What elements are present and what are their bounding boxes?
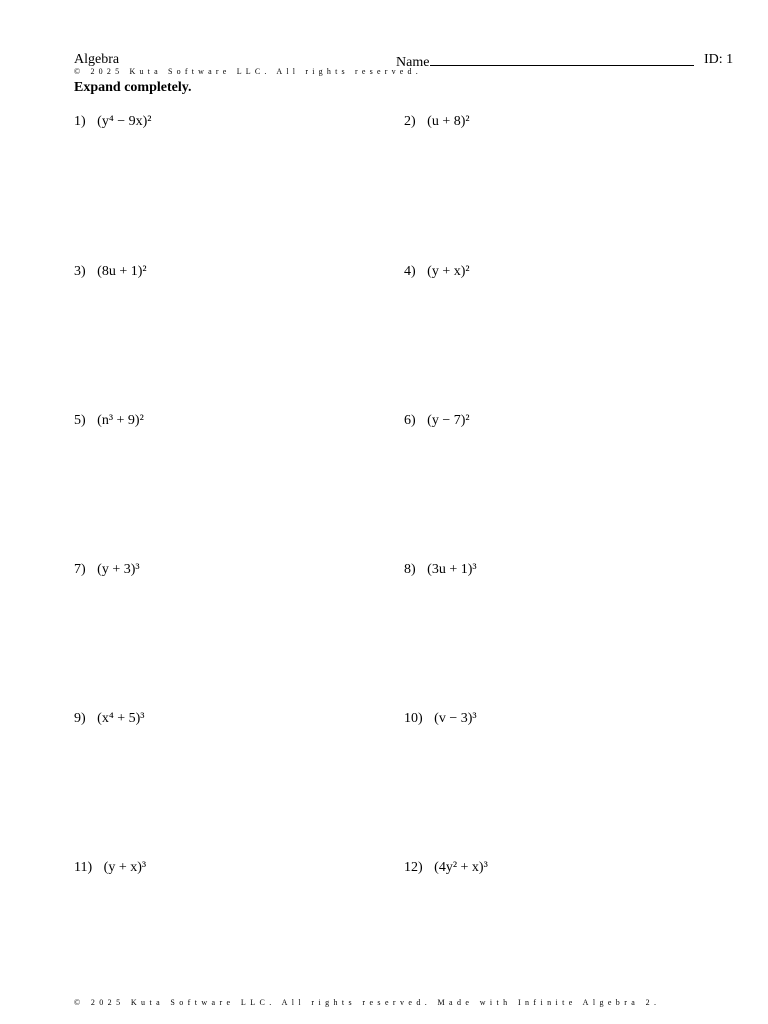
name-label: Name	[396, 55, 430, 70]
problem-number: 10)	[404, 711, 423, 726]
problem-10	[404, 710, 477, 728]
name-field[interactable]	[396, 52, 694, 71]
problem-expression: (8u + 1)²	[97, 264, 147, 279]
problem-number: 2)	[404, 114, 416, 129]
copyright-footer: © 2025 Kuta Software LLC. All rights reserved. Made with Infinite Algebra 2.	[74, 998, 661, 1007]
problem-12	[404, 859, 488, 877]
name-blank-line[interactable]	[430, 52, 694, 66]
problem-8	[404, 561, 477, 579]
problem-9	[74, 710, 144, 728]
instructions: Expand completely.	[74, 80, 192, 95]
problem-number: 7)	[74, 562, 86, 577]
problem-number: 8)	[404, 562, 416, 577]
problem-expression: (3u + 1)³	[427, 562, 477, 577]
problem-number: 12)	[404, 860, 423, 875]
problem-expression: (y⁴ − 9x)²	[97, 114, 152, 129]
problem-number: 4)	[404, 264, 416, 279]
problem-expression: (y + 3)³	[97, 562, 140, 577]
problem-1	[74, 113, 151, 131]
worksheet-id: ID: 1	[704, 52, 734, 67]
problem-number: 5)	[74, 413, 86, 428]
problem-4	[404, 263, 470, 281]
problem-6	[404, 412, 470, 430]
problem-number: 9)	[74, 711, 86, 726]
problem-7	[74, 561, 140, 579]
problem-11	[74, 859, 146, 877]
problem-expression: (n³ + 9)²	[97, 413, 144, 428]
worksheet-subject: Algebra	[74, 52, 120, 67]
problem-expression: (u + 8)²	[427, 114, 470, 129]
problem-expression: (x⁴ + 5)³	[97, 711, 145, 726]
problem-number: 11)	[74, 860, 93, 875]
problem-3	[74, 263, 147, 281]
problem-2	[404, 113, 470, 131]
problem-expression: (y + x)³	[103, 860, 147, 875]
problem-number: 1)	[74, 114, 86, 129]
copyright-header: © 2025 Kuta Software LLC. All rights reserved.	[74, 67, 422, 76]
problem-expression: (y − 7)²	[427, 413, 470, 428]
problem-expression: (v − 3)³	[434, 711, 477, 726]
problem-expression: (4y² + x)³	[434, 860, 488, 875]
problem-number: 6)	[404, 413, 416, 428]
problem-expression: (y + x)²	[427, 264, 470, 279]
problem-number: 3)	[74, 264, 86, 279]
problem-5	[74, 412, 144, 430]
